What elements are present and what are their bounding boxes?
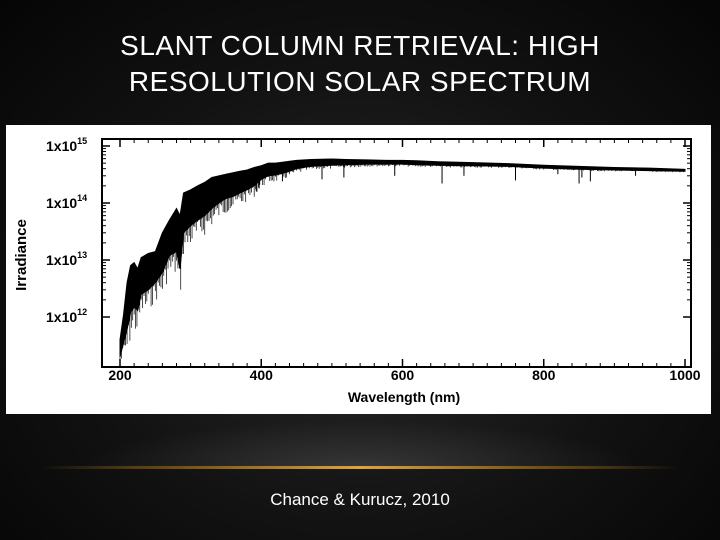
decorative-glow bbox=[80, 420, 640, 468]
y-axis-label: Irradiance bbox=[13, 219, 30, 291]
x-tick-label-1: 400 bbox=[249, 367, 273, 383]
x-tick-label-2: 600 bbox=[390, 367, 415, 383]
y-tick-label-exponent: 12 bbox=[77, 307, 88, 317]
y-tick-label-base: 1x10 bbox=[46, 309, 78, 325]
y-tick-label-0 bbox=[46, 307, 87, 325]
y-tick-label-exponent: 14 bbox=[77, 193, 88, 203]
spectrum-chart bbox=[6, 125, 711, 414]
slide-title bbox=[40, 28, 680, 100]
y-tick-label-2 bbox=[46, 193, 87, 211]
citation-text: Chance & Kurucz, 2010 bbox=[270, 490, 450, 509]
x-tick-label-0: 200 bbox=[108, 367, 132, 383]
spectrum-chart-svg bbox=[6, 125, 711, 414]
y-tick-label-base: 1x10 bbox=[46, 252, 78, 268]
y-tick-label-1 bbox=[46, 250, 87, 268]
y-tick-label-3 bbox=[46, 136, 87, 154]
slide-title-line-2: RESOLUTION SOLAR SPECTRUM bbox=[128, 66, 592, 97]
decorative-divider bbox=[40, 466, 680, 469]
y-tick-label-base: 1x10 bbox=[46, 138, 78, 154]
plot-frame bbox=[102, 139, 691, 367]
x-axis-label: Wavelength (nm) bbox=[347, 389, 461, 405]
x-tick-label-4: 1000 bbox=[669, 367, 701, 383]
slide-title-line-1: SLANT COLUMN RETRIEVAL: HIGH bbox=[120, 30, 600, 61]
x-tick-label-3: 800 bbox=[532, 367, 556, 383]
y-tick-label-exponent: 13 bbox=[77, 250, 88, 260]
y-tick-label-base: 1x10 bbox=[46, 195, 78, 211]
y-tick-label-exponent: 15 bbox=[77, 136, 88, 146]
